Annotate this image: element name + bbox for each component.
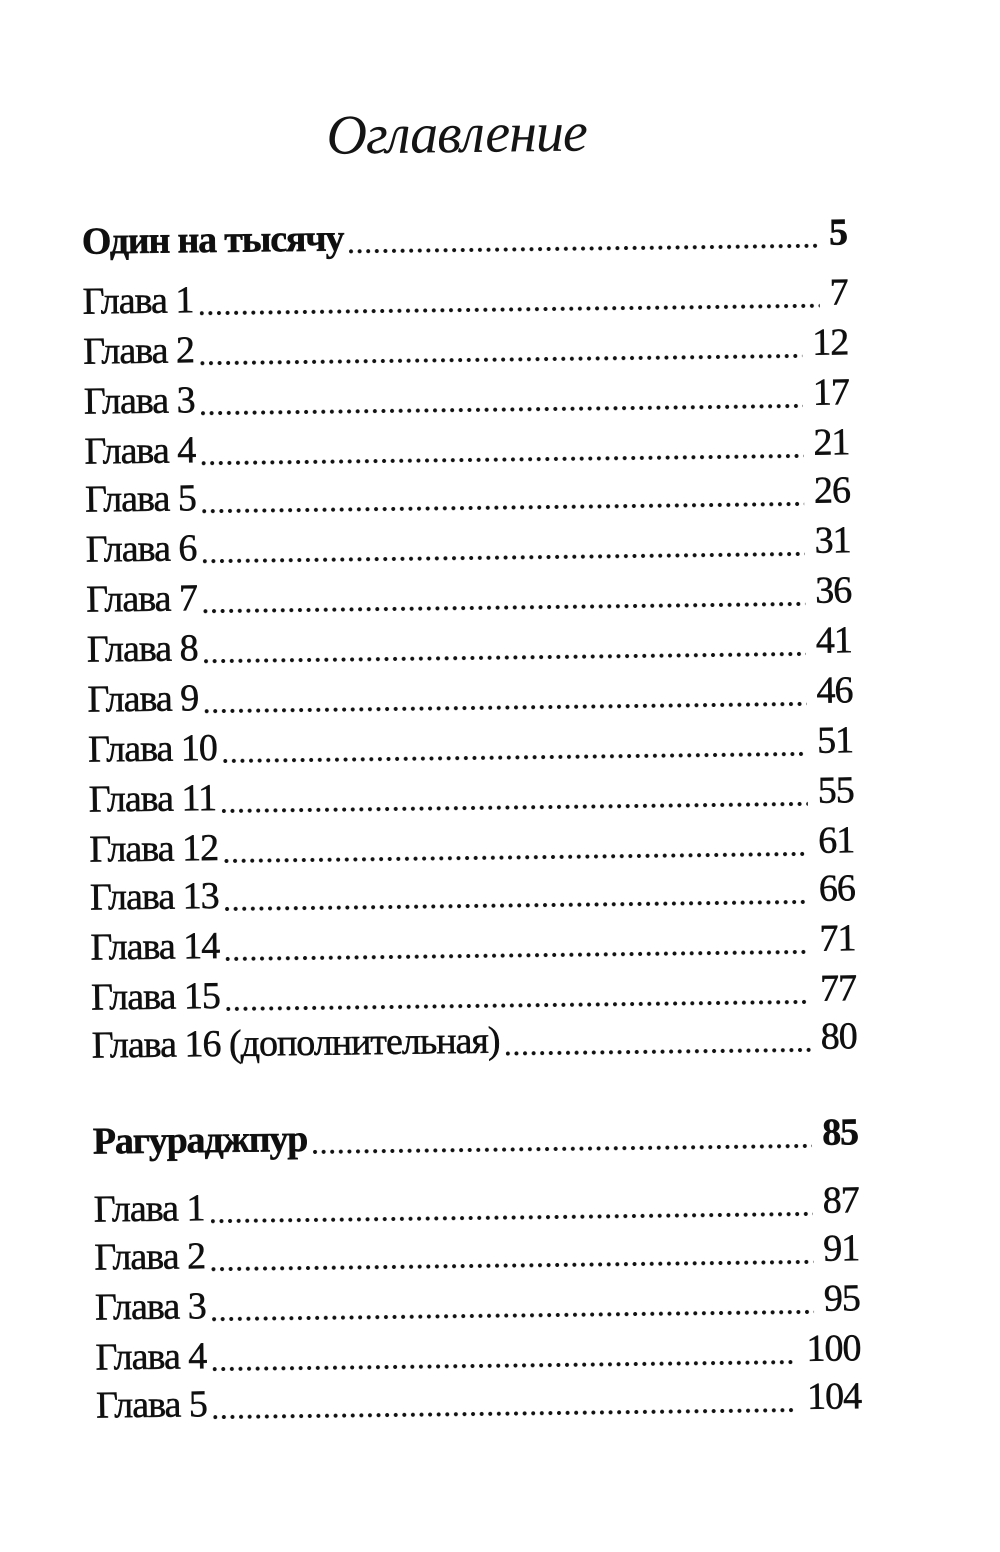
dot-leader <box>313 1144 812 1154</box>
page-number: 55 <box>817 769 854 812</box>
chapter-entry <box>87 617 853 672</box>
chapter-label: Глава 5 <box>95 1383 208 1427</box>
chapter-label: Глава 14 <box>90 925 220 969</box>
chapter-label: Глава 15 <box>90 975 221 1019</box>
chapter-entry <box>91 965 857 1020</box>
dot-leader <box>202 502 804 513</box>
chapter-entry <box>94 1225 860 1280</box>
dot-leader <box>200 354 802 365</box>
chapter-label: Глава 10 <box>87 727 218 771</box>
dot-leader <box>212 1310 814 1321</box>
chapter-entry <box>90 865 856 920</box>
chapter-entry <box>88 767 854 822</box>
page-number: 61 <box>818 819 855 862</box>
chapter-label: Глава 1 <box>93 1187 205 1231</box>
dot-leader <box>212 1360 796 1371</box>
dot-leader <box>204 652 806 663</box>
page-number: 100 <box>806 1327 861 1370</box>
page-number: 77 <box>819 967 857 1010</box>
section-title: Один на тысячу <box>81 217 344 263</box>
section-title: Рагураджпур <box>92 1118 308 1163</box>
page-number: 46 <box>816 669 853 712</box>
dot-leader <box>225 900 809 911</box>
chapter-label: Глава 7 <box>86 577 198 621</box>
page-number: 87 <box>822 1179 859 1222</box>
chapter-entry <box>91 1013 857 1068</box>
chapter-label: Глава 8 <box>86 627 198 671</box>
page-number: 21 <box>813 421 850 464</box>
chapter-label: Глава 16 (дополнительная) <box>91 1019 500 1067</box>
dot-leader <box>226 1000 810 1011</box>
dot-leader <box>225 950 809 961</box>
section-entry <box>93 1109 859 1164</box>
chapter-entry <box>82 269 848 324</box>
page-number: 5 <box>828 211 848 254</box>
chapter-label: Глава 3 <box>94 1285 206 1329</box>
chapter-entry <box>90 915 856 970</box>
page-number: 12 <box>811 321 849 364</box>
chapter-entry <box>84 369 850 424</box>
chapter-label: Глава 13 <box>89 875 219 919</box>
dot-leader <box>204 702 806 713</box>
dot-leader <box>203 602 805 613</box>
page-number: 95 <box>823 1277 861 1320</box>
page-number: 66 <box>818 867 856 910</box>
chapter-entry <box>88 717 854 772</box>
chapter-label: Глава 1 <box>82 279 194 323</box>
chapter-label: Глава 4 <box>84 429 196 473</box>
dot-leader <box>223 752 807 763</box>
page-number: 85 <box>821 1111 859 1154</box>
dot-leader <box>224 852 808 863</box>
chapter-entry <box>96 1373 862 1428</box>
section-entry <box>82 209 848 264</box>
page-number: 41 <box>815 619 853 662</box>
chapter-entry <box>85 517 851 572</box>
chapter-entry <box>83 319 849 374</box>
page-number: 36 <box>814 569 852 612</box>
page-number: 91 <box>823 1227 860 1270</box>
chapter-label: Глава 3 <box>83 379 195 423</box>
chapter-label: Глава 6 <box>85 527 197 571</box>
dot-leader <box>222 802 808 813</box>
dot-leader <box>201 404 803 415</box>
chapter-entry <box>85 467 851 522</box>
page-number: 104 <box>806 1375 862 1418</box>
page-number: 51 <box>816 719 854 762</box>
chapter-label: Глава 2 <box>82 329 195 373</box>
dot-leader <box>211 1212 813 1223</box>
chapter-label: Глава 12 <box>89 827 219 871</box>
dot-leader <box>211 1260 813 1271</box>
chapter-label: Глава 4 <box>95 1335 207 1379</box>
chapter-entry <box>95 1275 861 1330</box>
chapter-label: Глава 5 <box>84 477 197 521</box>
chapter-label: Глава 2 <box>94 1235 206 1279</box>
page-number: 17 <box>812 371 850 414</box>
dot-leader <box>349 244 819 254</box>
dot-leader <box>213 1408 797 1419</box>
page-title: Оглавление <box>326 101 588 167</box>
chapter-label: Глава 9 <box>87 677 199 721</box>
page-number: 71 <box>819 917 856 960</box>
chapter-entry <box>84 419 850 474</box>
dot-leader <box>203 552 805 563</box>
chapter-entry <box>87 667 853 722</box>
chapter-entry <box>89 817 855 872</box>
dot-leader <box>200 304 820 316</box>
page-number: 80 <box>820 1015 857 1058</box>
page-number: 7 <box>829 271 848 314</box>
chapter-entry <box>95 1325 861 1380</box>
page-number: 26 <box>813 469 851 512</box>
chapter-entry <box>93 1177 859 1232</box>
page-number: 31 <box>814 519 851 562</box>
chapter-entry <box>86 567 852 622</box>
dot-leader <box>506 1048 811 1056</box>
chapter-label: Глава 11 <box>88 777 217 821</box>
dot-leader <box>201 454 803 465</box>
